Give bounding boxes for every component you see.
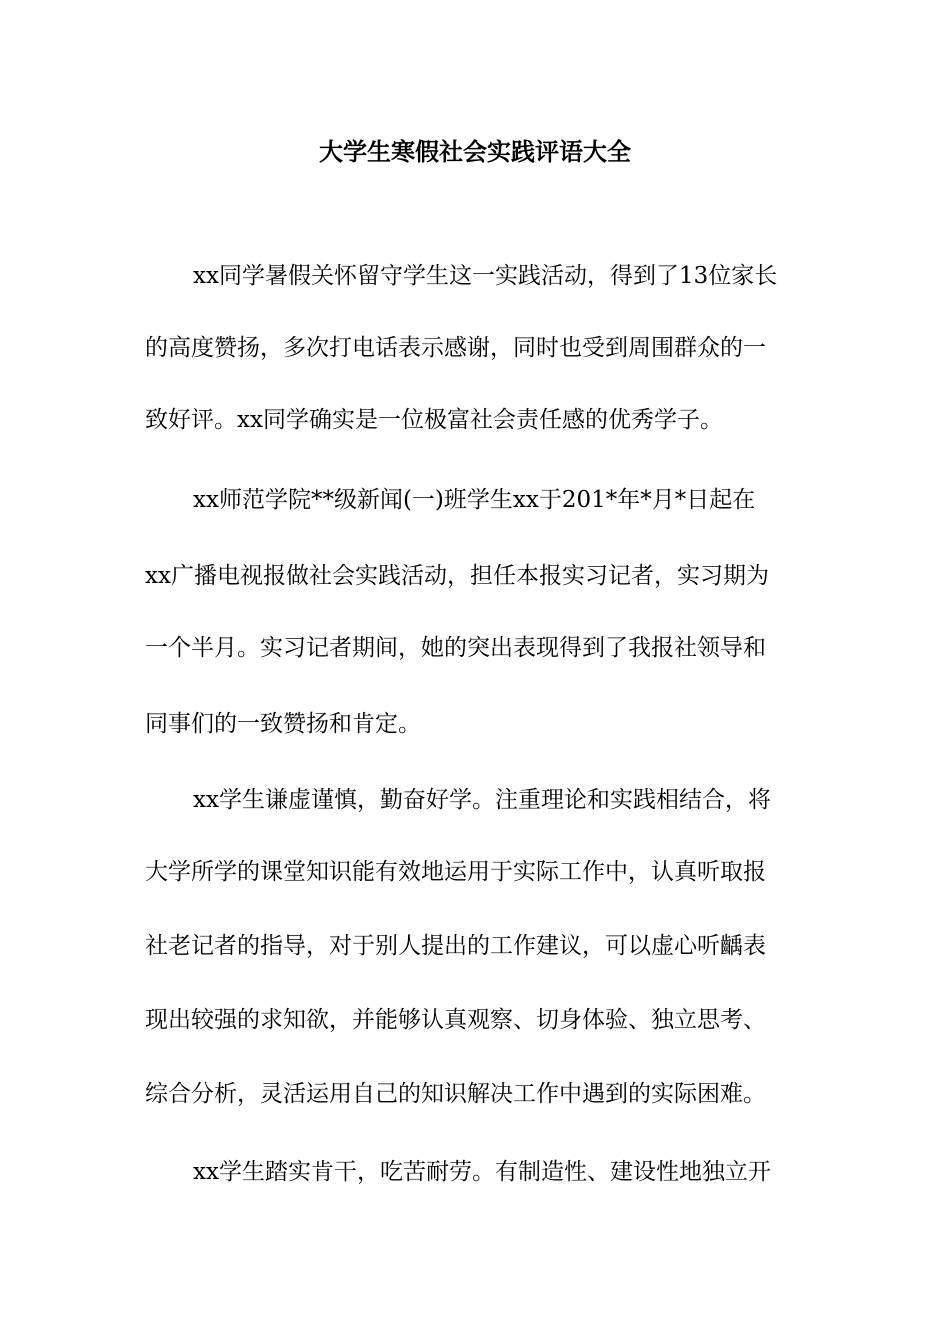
paragraph-3-line-2: 大学所学的课堂知识能有效地运用于实际工作中，认真听取报 bbox=[145, 859, 766, 885]
paragraph-1-line-3: 致好评。xx同学确实是一位极富社会责任感的优秀学子。 bbox=[145, 407, 723, 433]
paragraph-3-line-5: 综合分析，灵活运用自己的知识解决工作中遇到的实际困难。 bbox=[145, 1081, 766, 1107]
paragraph-4-line-1: xx学生踏实肯干，吃苦耐劳。有制造性、建设性地独立开 bbox=[193, 1159, 771, 1185]
paragraph-2-line-1: xx师范学院**级新闻(一)班学生xx于201*年*月*日起在 bbox=[193, 487, 756, 513]
paragraph-2-line-2: xx广播电视报做社会实践活动，担任本报实习记者，实习期为 bbox=[145, 563, 769, 589]
paragraph-2-line-4: 同事们的一致赞扬和肯定。 bbox=[145, 711, 421, 737]
paragraph-3-line-4: 现出较强的求知欲，并能够认真观察、切身体验、独立思考、 bbox=[145, 1007, 766, 1033]
document-title: 大学生寒假社会实践评语大全 bbox=[319, 138, 631, 166]
paragraph-3-line-1: xx学生谦虚谨慎，勤奋好学。注重理论和实践相结合，将 bbox=[193, 787, 771, 813]
paragraph-1-line-1: xx同学暑假关怀留守学生这一实践活动，得到了13位家长 bbox=[193, 263, 778, 289]
paragraph-1-line-2: 的高度赞扬，多次打电话表示感谢，同时也受到周围群众的一 bbox=[145, 335, 766, 361]
paragraph-2-line-3: 一个半月。实习记者期间，她的突出表现得到了我报社领导和 bbox=[145, 635, 766, 661]
paragraph-3-line-3: 社老记者的指导，对于别人提出的工作建议，可以虚心听齲表 bbox=[145, 933, 766, 959]
